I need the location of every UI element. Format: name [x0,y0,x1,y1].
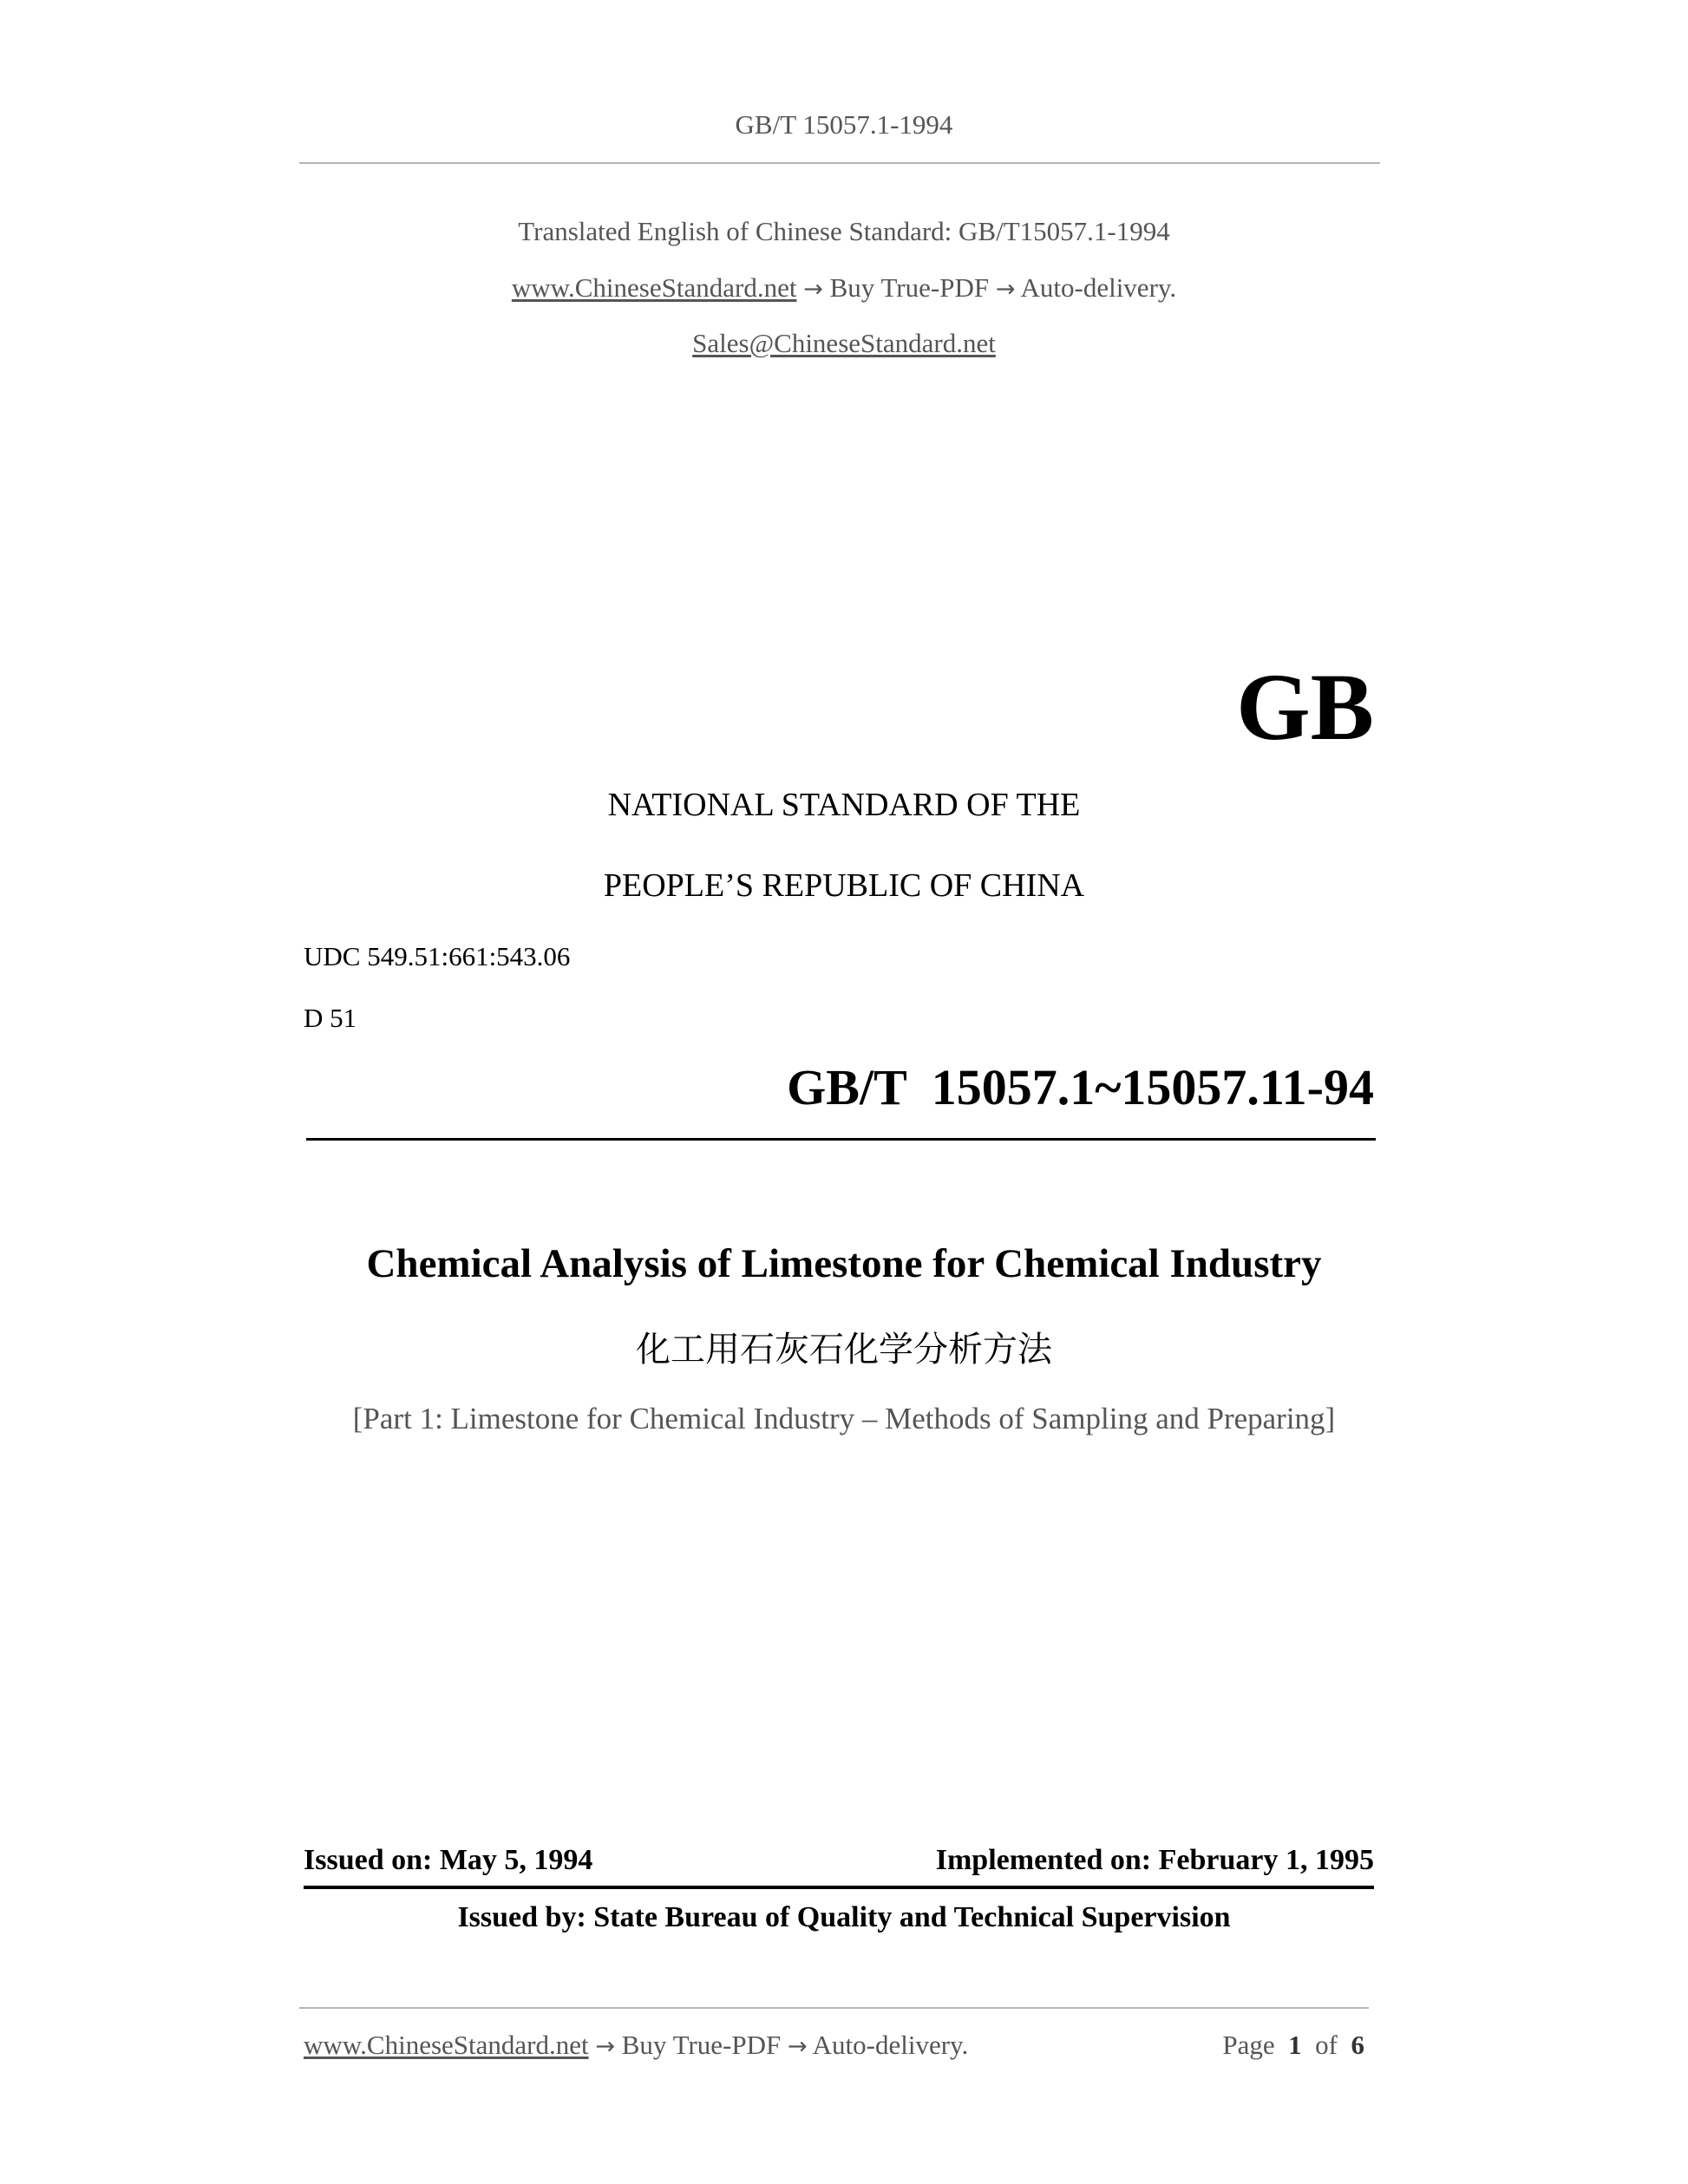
running-header: GB/T 15057.1-1994 [735,109,953,140]
udc-code: UDC 549.51:661:543.06 [304,941,571,971]
sales-email-line [0,328,1688,359]
page-current: 1 [1288,2030,1302,2060]
page-label: Page [1222,2030,1275,2060]
sales-email-link[interactable]: Sales@ChineseStandard.net [692,328,996,358]
arrow-right-icon: → [995,276,1016,303]
part-subtitle: [Part 1: Limestone for Chemical Industry – Methods of Sampling and Preparing] [352,1402,1336,1435]
national-standard-heading-country: PEOPLE’S REPUBLIC OF CHINA [603,867,1085,904]
auto-delivery-text: Auto-delivery. [1020,272,1177,303]
page-total: 6 [1351,2030,1364,2060]
footer-auto-delivery-text: Auto-delivery. [812,2030,969,2060]
translation-note: Translated English of Chinese Standard: GB/T15057.1-1994 [518,216,1170,246]
page-of-label: of [1315,2030,1338,2060]
buy-pdf-text: Buy True-PDF [829,272,990,303]
national-standard-heading: NATIONAL STANDARD OF THE [607,787,1081,823]
issued-date: Issued on: May 5, 1994 [304,1844,593,1876]
arrow-right-icon: → [595,2033,615,2060]
footer-buy-pdf-text: Buy True-PDF [621,2030,782,2060]
classification-code: D 51 [304,1003,357,1033]
page-indicator [1222,2030,1364,2061]
implemented-date: Implemented on: February 1, 1995 [935,1844,1374,1876]
standard-number: GB/T 15057.1~15057.11-94 [787,1059,1374,1115]
promo-line [0,272,1688,304]
footer-site-link[interactable]: www.ChineseStandard.net [304,2030,589,2060]
footer-promo-line [304,2030,968,2061]
issuing-authority: Issued by: State Bureau of Quality and Technical Supervision [457,1901,1231,1933]
footer-divider [299,2007,1369,2009]
arrow-right-icon: → [803,276,823,303]
gb-logo: GB [1236,654,1374,760]
document-title: Chemical Analysis of Limestone for Chemical Industry [366,1241,1322,1286]
dates-divider [304,1886,1374,1889]
arrow-right-icon: → [787,2033,808,2060]
document-title-chinese: 化工用石灰石化学分析方法 [636,1330,1052,1370]
header-divider [299,162,1380,164]
title-divider [306,1138,1376,1141]
site-link[interactable]: www.ChineseStandard.net [511,272,797,303]
